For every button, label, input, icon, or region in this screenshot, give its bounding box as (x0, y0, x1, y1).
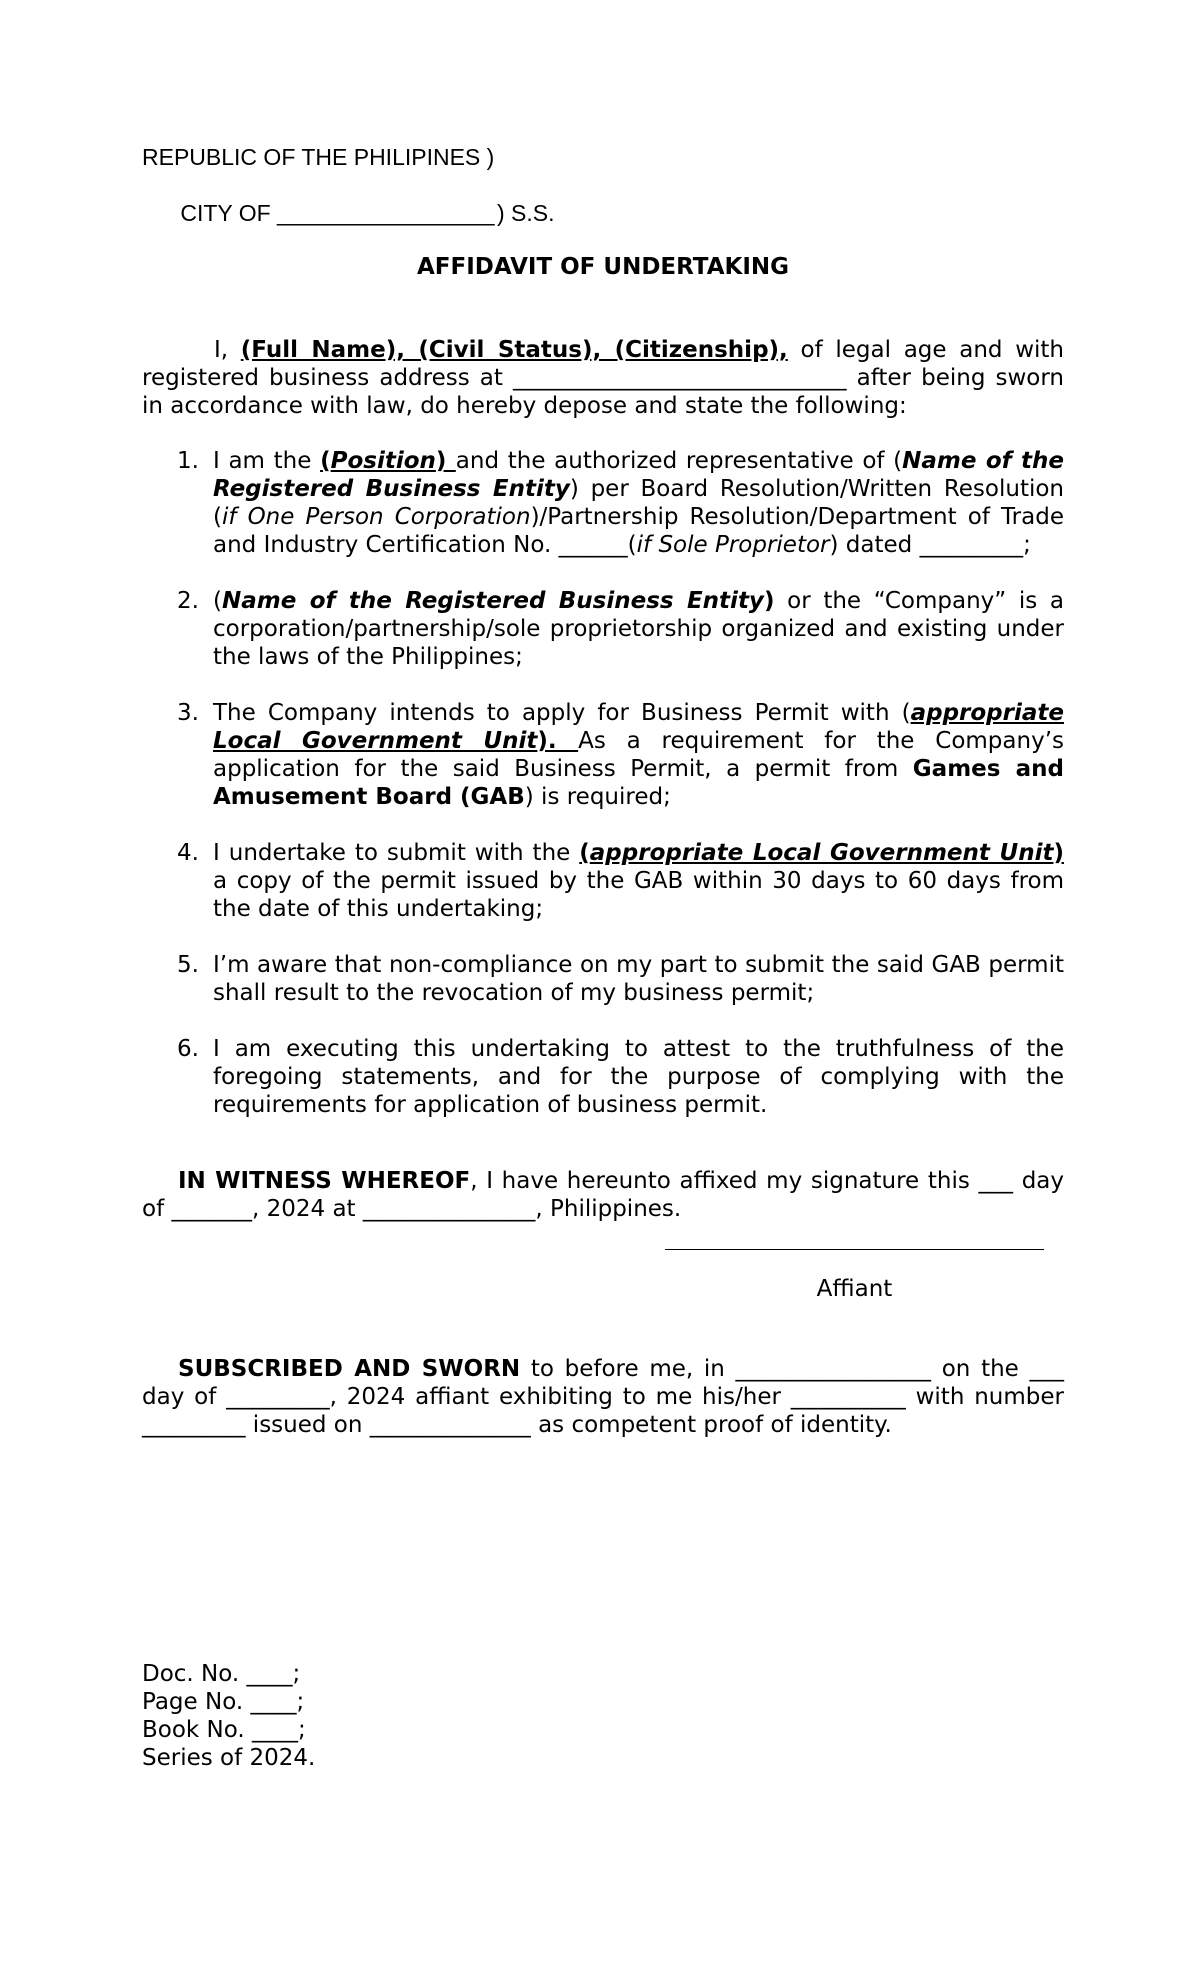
entity-placeholder: Name of the Registered Business Entity (221, 588, 764, 614)
intro-rest: of legal age and with registered business address at _____________________________ after being sworn in accordance with law, do hereby depose and state the following: (142, 337, 1065, 419)
item-text: ) is required; (524, 784, 671, 810)
document-title: AFFIDAVIT OF UNDERTAKING (416, 254, 790, 280)
item-text: ) dated _________; (829, 532, 1031, 558)
item-number: 6. (177, 1036, 199, 1062)
venue-ss: ) S.S. (497, 200, 555, 226)
venue-city (142, 171, 555, 226)
item-text: or the “Company” is a corporation/partnership/sole proprietorship organized and existing under the laws of the Philippines; (213, 588, 1064, 670)
lgu-placeholder: (appropriate Local Government Unit) (579, 840, 1064, 866)
item-text: The Company intends to apply for Business Permit with ( (213, 700, 911, 726)
list-item: 2. (Name of the Registered Business Entity) or the “Company” is a corporation/partnership/sole proprietorship organized and existing under the laws of the Philippines; (177, 588, 1064, 670)
list-item (142, 839, 1064, 923)
intro-identity-placeholder: (Full Name), (Civil Status), (Citizenship), (240, 337, 788, 363)
series-year: Series of 2024. (142, 1745, 316, 1771)
item-number: 2. (177, 588, 199, 614)
affiant-label: Affiant (816, 1276, 893, 1302)
lgu-placeholder: appropriate Local Government Unit). (213, 700, 1064, 754)
witness-text: , I have hereunto affixed my signature this ___ day of _______, 2024 at _______________, Philippines. (142, 1168, 1064, 1222)
witness-heading: IN WITNESS WHEREOF (178, 1168, 471, 1194)
item-number: 3. (177, 700, 199, 726)
position-placeholder: (Position) (320, 448, 456, 474)
list-item (142, 1035, 1064, 1119)
list-item (142, 699, 1064, 811)
item-number: 4. (177, 840, 199, 866)
item-text: I am executing this undertaking to attest to the truthfulness of the foregoing statements, and for the purpose of complying with the requirements for application of business permit. (213, 1036, 1064, 1118)
venue-block (142, 143, 555, 226)
entity-placeholder: Name of the Registered Business Entity (213, 448, 1065, 502)
book-number: Book No. ____; (142, 1717, 306, 1743)
item-text: )/Partnership Resolution/Department of Trade and Industry Certification No. ______( (213, 504, 1064, 558)
jurat-paragraph (142, 1355, 1064, 1439)
item-number: 1. (177, 448, 199, 474)
gab-name: Games and Amusement Board (GAB (213, 756, 1064, 810)
item-text: I am the (213, 448, 321, 474)
jurat-heading: SUBSCRIBED AND SWORN (178, 1356, 521, 1382)
intro-prefix: I, (214, 337, 241, 363)
item-text: and the authorized representative of ( (455, 448, 903, 474)
undertaking-list (142, 447, 1064, 1147)
notarial-register (142, 1660, 315, 1772)
witness-paragraph (142, 1167, 1064, 1223)
item-number: 5. (177, 952, 199, 978)
sole-note: if Sole Proprietor (636, 532, 830, 558)
doc-number: Doc. No. ____; (142, 1661, 301, 1687)
signature-line (665, 1249, 1044, 1250)
item-text: I undertake to submit with the (213, 840, 580, 866)
item-text: ( (213, 588, 222, 614)
item-text: As a requirement for the Company’s application for the said Business Permit, a permit from (213, 728, 1064, 782)
intro-paragraph (142, 336, 1064, 420)
venue-republic: REPUBLIC OF THE PHILIPINES ) (142, 144, 495, 170)
opc-note: if One Person Corporation (221, 504, 531, 530)
item-text: I’m aware that non-compliance on my part to submit the said GAB permit shall result to the revocation of my business permit; (213, 952, 1064, 1006)
list-item (142, 447, 1064, 559)
item-text: ) per Board Resolution/Written Resolution ( (213, 476, 1064, 530)
item-text: a copy of the permit issued by the GAB within 30 days to 60 days from the date of this undertaking; (213, 868, 1064, 922)
list-item (142, 951, 1064, 1007)
venue-city-label: CITY OF _________________ (180, 200, 495, 226)
page-number: Page No. ____; (142, 1689, 305, 1715)
jurat-text: to before me, in _________________ on the ___ day of _________, 2024 affiant exhibiting to me his/her __________ with number _________ issued on ______________ as competent proof of identity. (142, 1356, 1064, 1438)
